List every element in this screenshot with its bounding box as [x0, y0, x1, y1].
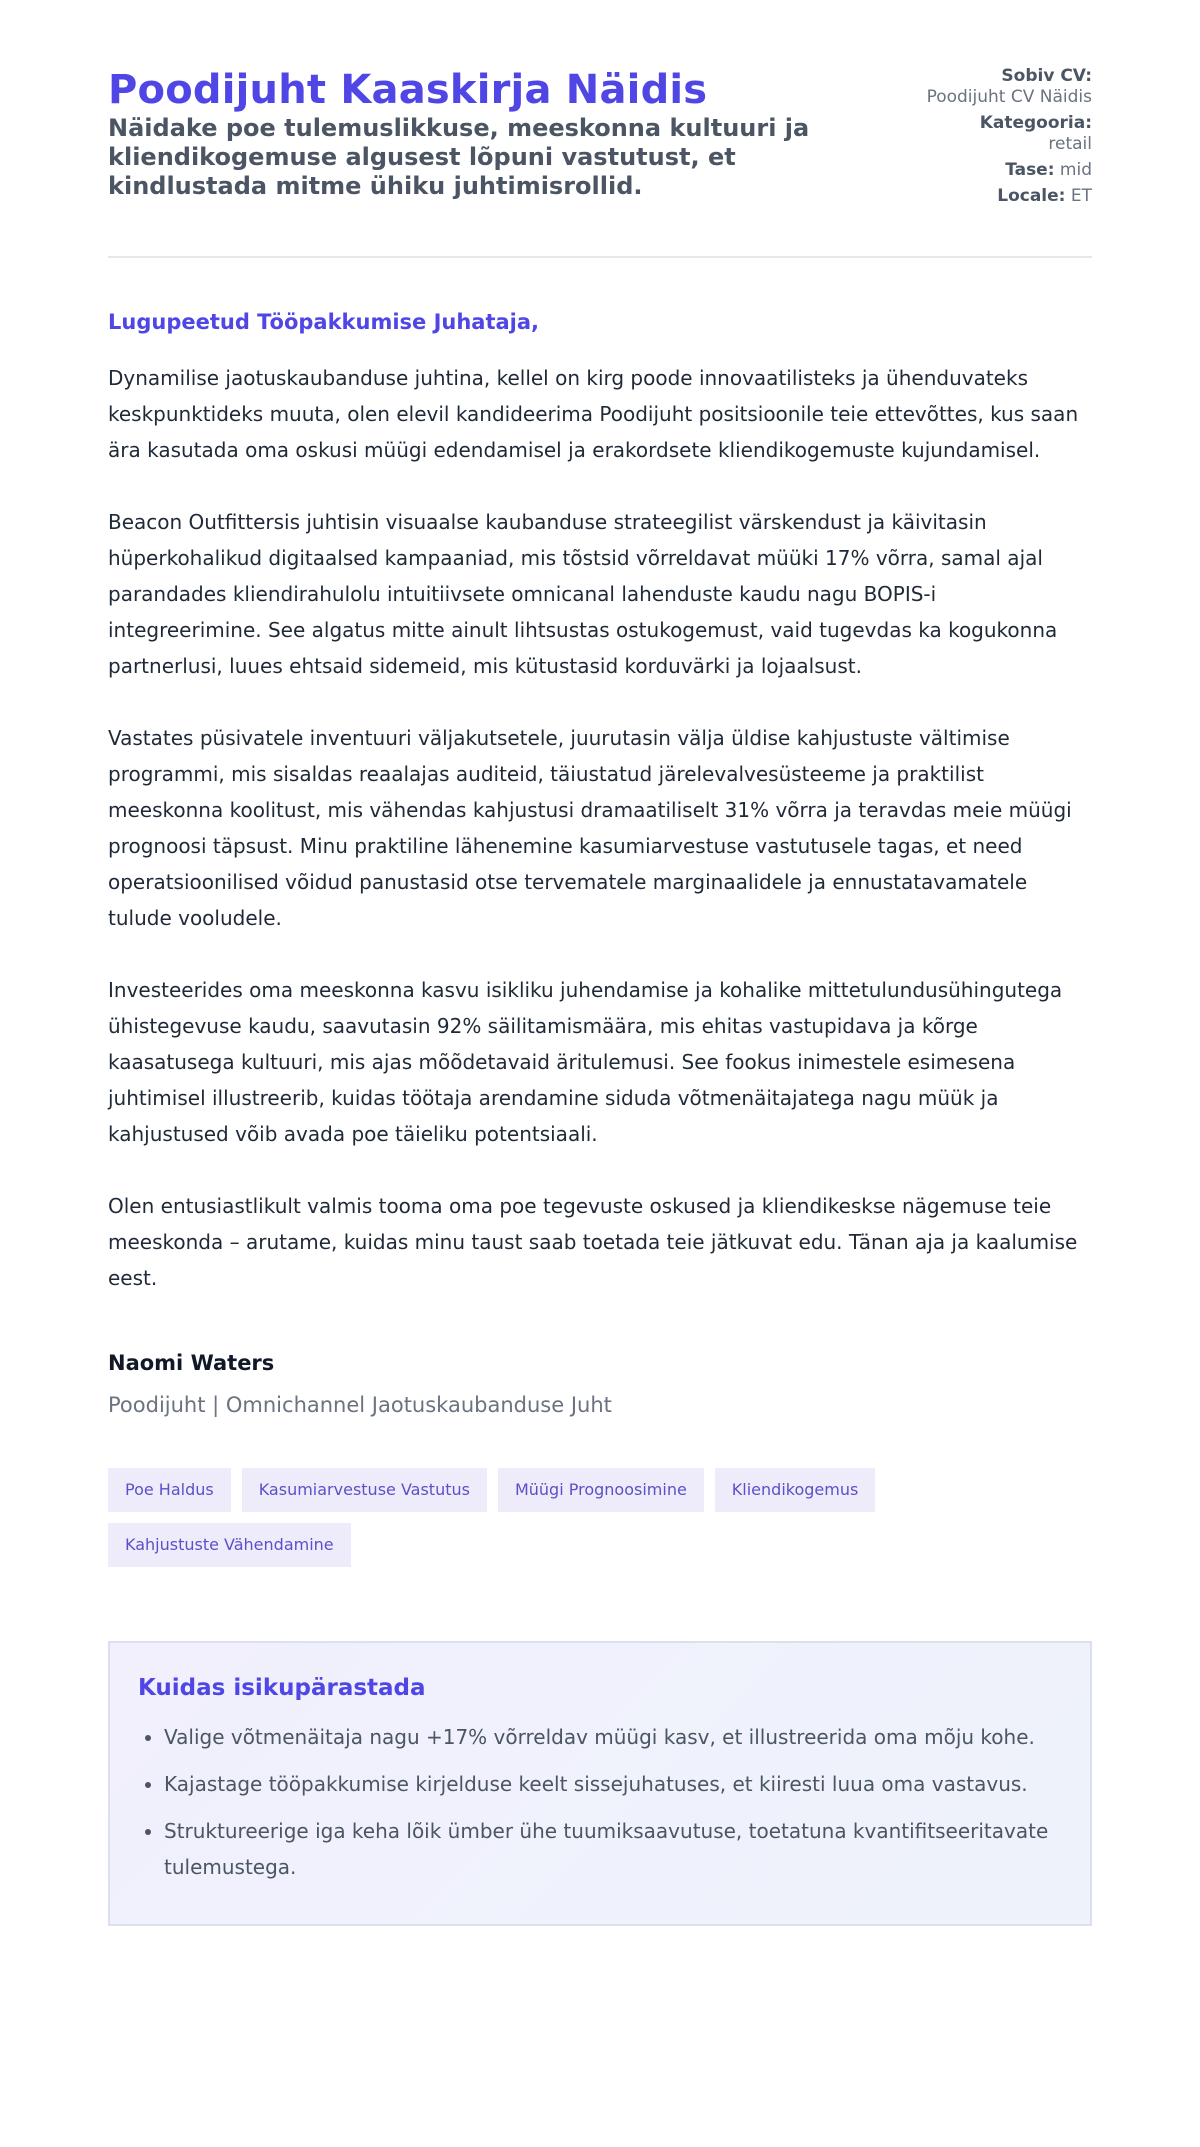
letter-paragraph: Olen entusiastlikult valmis tooma oma poe tegevuste oskused ja kliendikeskse nägemuse teie meeskonda – arutame, kuidas minu taust saab toetada teie jätkuvat edu. Tänan aja ja kaalumise eest.: [108, 1194, 1078, 1290]
meta-level: [852, 160, 1092, 181]
letter-body: [108, 360, 1092, 1296]
letter-paragraph: Vastates püsivatele inventuuri väljakutsetele, juurutasin välja üldise kahjustuste vältimise programmi, mis sisaldas reaalajas auditeid, täiustatud järelevalvesüsteeme ja praktilist meeskonna koolitust, mis vähendas kahjustusi dramaatiliselt 31% võrra ja teravdas meie müügi prognoosi täpsust. Minu praktiline lähenemine kasumiarvestuse vastutusele tagas, et need operatsioonilised võidud panustasid otse tervematele marginaalidele ja ennustatavamatele tulude vooludele.: [108, 726, 1072, 930]
meta-level-value: mid: [1059, 160, 1092, 180]
meta-locale-label: Locale:: [997, 186, 1066, 206]
skill-tag: Kliendikogemus: [715, 1468, 876, 1512]
meta-cv-value: Poodijuht CV Näidis: [926, 87, 1092, 107]
page-subtitle: Näidake poe tulemuslikkuse, meeskonna kultuuri ja kliendikogemuse algusest lõpuni vastutust, et kindlustada mitme ühiku juhtimisrollid.: [108, 114, 810, 200]
tips-list: [138, 1719, 1062, 1885]
meta-category-label: Kategooria:: [979, 113, 1092, 133]
signature-name: Naomi Waters: [108, 1351, 275, 1375]
meta-locale-value: ET: [1070, 186, 1092, 206]
meta-panel: [852, 66, 1092, 212]
meta-locale: [852, 186, 1092, 207]
page-header: [108, 0, 1092, 258]
skill-tags: [108, 1468, 1008, 1567]
tips-title: Kuidas isikupärastada: [138, 1675, 426, 1701]
title-block: [108, 66, 888, 201]
letter-paragraph: Investeerides oma meeskonna kasvu isikliku juhendamise ja kohalike mittetulundusühingutega ühistegevuse kaudu, saavutasin 92% säilitamismäära, mis ehitas vastupidava ja kõrge kaasatusega kultuuri, mis ajas mõõdetavaid äritulemusi. See fookus inimestele esimesena juhtimisel illustreerib, kuidas töötaja arendamine siduda võtmenäitajatega nagu müük ja kahjustused võib avada poe täieliku potentsiaali.: [108, 978, 1063, 1146]
signature-block: [108, 1348, 1092, 1420]
tip-item: • Kajastage tööpakkumise kirjelduse keelt sissejuhatuses, et kiiresti luua oma vastavus.: [164, 1766, 1062, 1802]
meta-level-label: Tase:: [1005, 160, 1055, 180]
letter-paragraph: Dynamilise jaotuskaubanduse juhtina, kellel on kirg poode innovaatilisteks ja ühenduvateks keskpunktideks muuta, olen elevil kandideerima Poodijuht positsioonile teie ettevõttes, kus saan ära kasutada oma oskusi müügi edendamisel ja erakordsete kliendikogemuste kujundamisel.: [108, 366, 1079, 462]
personalization-tips-box: [108, 1641, 1092, 1926]
letter-salutation: Lugupeetud Tööpakkumise Juhataja,: [108, 310, 540, 334]
skill-tag: Poe Haldus: [108, 1468, 231, 1512]
page-title: Poodijuht Kaaskirja Näidis: [108, 67, 708, 113]
tip-item: • Valige võtmenäitaja nagu +17% võrreldav müügi kasv, et illustreerida oma mõju kohe.: [164, 1719, 1062, 1755]
signature-role: Poodijuht | Omnichannel Jaotuskaubanduse Juht: [108, 1393, 612, 1417]
tip-item: • Struktureerige iga keha lõik ümber ühe tuumiksaavutuse, toetatuna kvantifitseeritavate tulemustega.: [164, 1813, 1062, 1885]
letter-paragraph: Beacon Outfittersis juhtisin visuaalse kaubanduse strateegilist värskendust ja käivitasin hüperkohalikud digitaalsed kampaaniad, mis tõstsid võrreldavat müüki 17% võrra, samal ajal parandades kliendirahulolu intuitiivsete omnicanal lahenduste kaudu nagu BOPIS-i integreerimine. See algatus mitte ainult lihtsustas ostukogemust, vaid tugevdas ka kogukonna partnerlusi, luues ehtsaid sidemeid, mis kütustasid korduvärki ja lojaalsust.: [108, 510, 1058, 678]
skill-tag: Müügi Prognoosimine: [498, 1468, 704, 1512]
skill-tag: Kahjustuste Vähendamine: [108, 1523, 351, 1567]
meta-cv: [852, 66, 1092, 108]
meta-cv-label: Sobiv CV:: [1001, 66, 1092, 86]
meta-category: [852, 113, 1092, 155]
meta-category-value: retail: [1048, 134, 1092, 154]
skill-tag: Kasumiarvestuse Vastutus: [242, 1468, 487, 1512]
